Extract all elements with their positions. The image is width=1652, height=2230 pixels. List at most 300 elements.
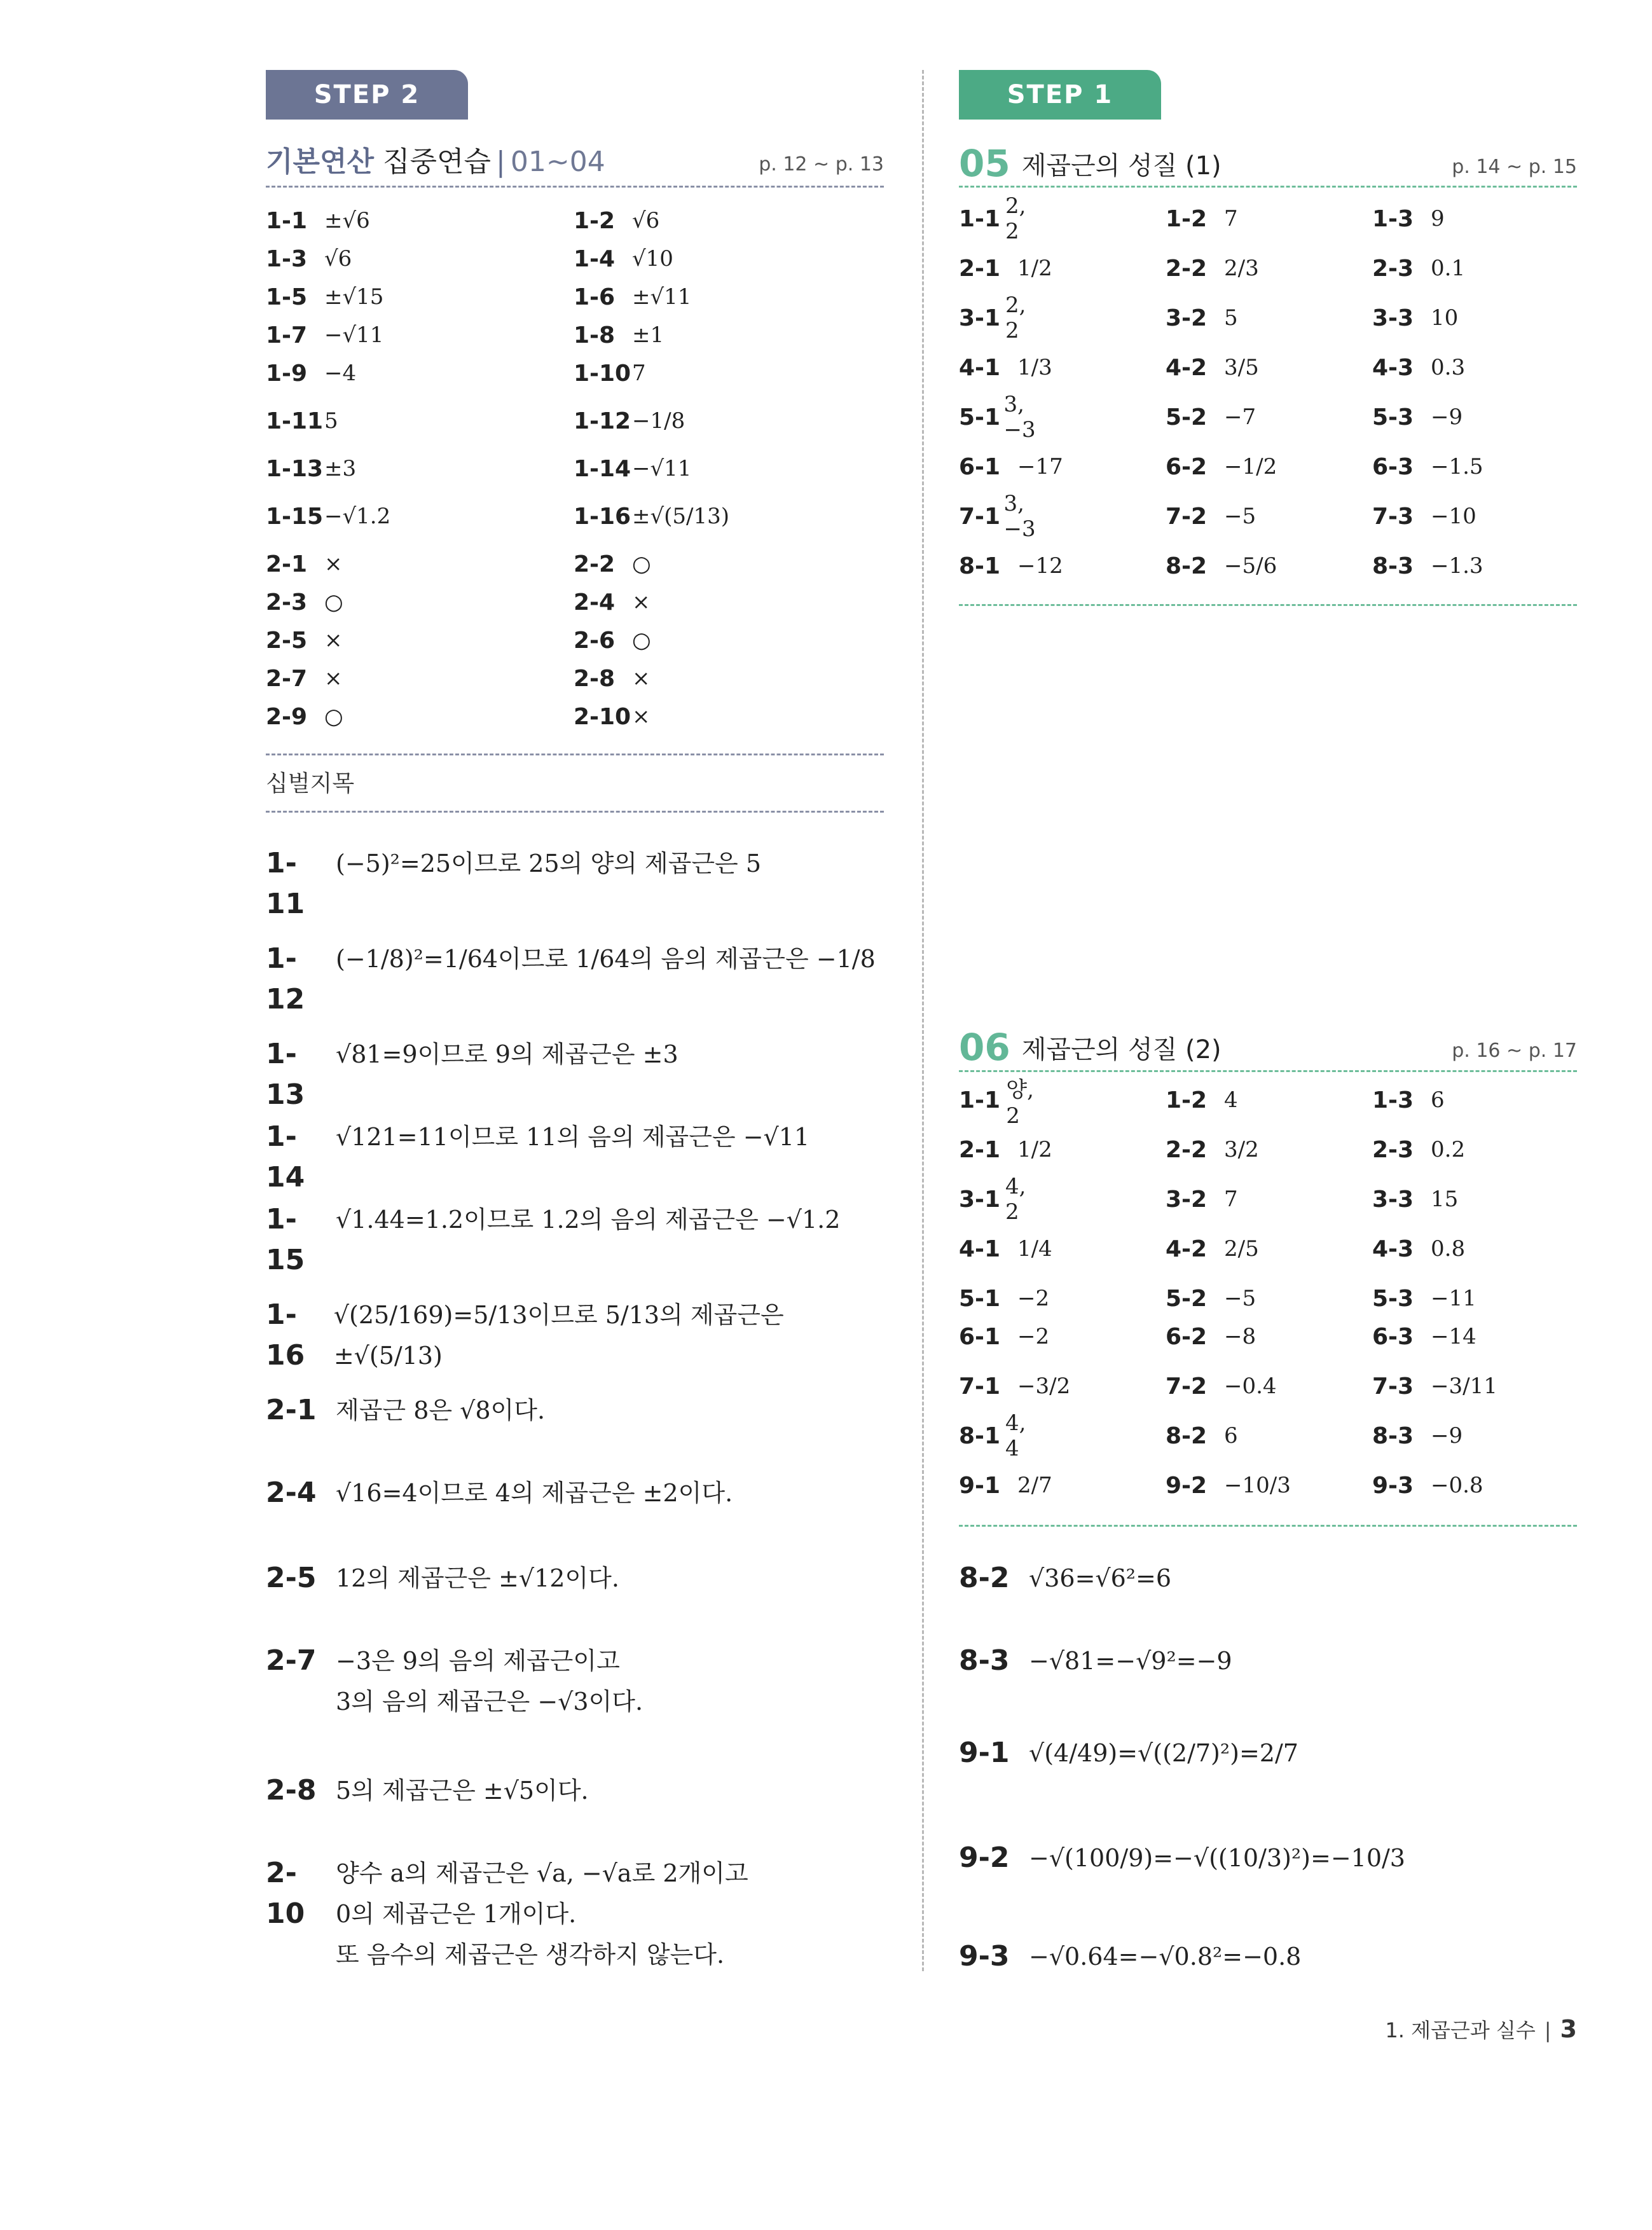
answer-label: 1-15 [266, 503, 324, 530]
answer-item [1166, 1465, 1291, 1506]
answer-label: 1-9 [266, 360, 308, 387]
answer-value: −9 [1431, 1423, 1463, 1449]
answer-item [266, 658, 343, 699]
answer-value: 5 [1224, 305, 1238, 331]
solution-label: 8-2 [959, 1562, 1010, 1594]
answer-item [1372, 1278, 1476, 1319]
answer-value: 6 [1431, 1087, 1445, 1113]
answer-item [266, 277, 383, 317]
answer-label: 3-2 [1166, 305, 1208, 331]
answer-value: 2/3 [1224, 256, 1259, 281]
answer-label: 1-16 [574, 503, 631, 530]
answer-value: 4 [1224, 1087, 1238, 1113]
solution-text: √(25/169)=5/13이므로 5/13의 제곱근은 ±√(5/13) [333, 1301, 784, 1370]
answer-value: 2, 2 [1005, 293, 1026, 343]
solution-text: −√(100/9)=−√((10/3)²)=−10/3 [1029, 1844, 1405, 1872]
answer-label: 9-2 [1166, 1472, 1208, 1499]
answer-item [1166, 1278, 1256, 1319]
answer-label: 6-2 [1166, 1323, 1208, 1350]
answer-value: 2/5 [1224, 1236, 1259, 1262]
answer-item [574, 315, 664, 355]
answer-value: × [324, 628, 343, 653]
answer-item [266, 200, 370, 241]
answer-value: ○ [324, 704, 343, 729]
answer-value: ○ [324, 589, 343, 615]
answer-value: √6 [632, 208, 660, 233]
answer-value: × [632, 589, 650, 615]
answer-value: 3/2 [1224, 1137, 1259, 1162]
footer-separator: | [1544, 2018, 1552, 2042]
answer-value: ±√15 [324, 284, 384, 310]
answer-item [959, 1366, 1070, 1407]
answer-label: 2-1 [266, 551, 308, 577]
answer-label: 7-2 [1166, 503, 1208, 530]
answer-label: 2-10 [574, 703, 631, 730]
answer-label: 2-5 [266, 627, 308, 654]
answer-item [959, 1278, 1049, 1319]
solution-item [959, 1641, 1232, 1681]
answer-label: 2-9 [266, 703, 308, 730]
answer-label: 5-1 [959, 404, 1001, 430]
solution-label: 1-16 [266, 1298, 305, 1372]
answer-label: 2-3 [1372, 255, 1414, 282]
tip-label: 십벌지목 [266, 771, 355, 797]
answer-value: −0.8 [1431, 1473, 1483, 1498]
answer-value: × [632, 666, 650, 691]
answer-label: 2-2 [1166, 1136, 1208, 1163]
divider-line [266, 754, 884, 755]
answer-label: 2-3 [1372, 1136, 1414, 1163]
answer-value: ±1 [632, 322, 664, 348]
answer-item [1166, 1179, 1238, 1220]
answer-value: 0.1 [1431, 256, 1466, 281]
answer-value: 0.3 [1431, 355, 1466, 380]
solution-item [959, 1936, 1301, 1977]
answer-label: 1-3 [266, 245, 308, 272]
answer-item [266, 696, 343, 737]
answer-item [959, 546, 1063, 586]
answer-item [959, 1465, 1052, 1506]
answer-value: × [632, 704, 650, 729]
answer-item [574, 620, 651, 661]
answer-item [1166, 1129, 1259, 1170]
answer-item [1166, 1316, 1256, 1357]
answer-label: 8-2 [1166, 1422, 1208, 1449]
answer-item [959, 293, 1038, 343]
answer-label: 2-1 [959, 255, 1001, 282]
answer-value: ○ [632, 551, 651, 577]
solution-label: 1-12 [266, 942, 305, 1015]
solution-label: 1-13 [266, 1038, 305, 1111]
answer-item [1166, 198, 1238, 239]
answer-value: 5 [324, 408, 338, 434]
answer-value: −10/3 [1224, 1473, 1291, 1498]
answer-item [1372, 496, 1476, 537]
answer-item [1372, 546, 1483, 586]
answer-item [959, 1316, 1049, 1357]
answer-item [959, 347, 1052, 388]
answer-value: −7 [1224, 404, 1256, 430]
answer-value: ±√11 [632, 284, 692, 310]
answer-label: 1-6 [574, 284, 616, 310]
solution-label: 2-10 [266, 1857, 305, 1930]
answer-item [266, 496, 390, 537]
answer-label: 8-2 [1166, 553, 1208, 579]
answer-value: −14 [1431, 1324, 1476, 1349]
answer-value: −3/2 [1017, 1373, 1071, 1399]
answer-value: 7 [1224, 206, 1238, 231]
answer-value: −9 [1431, 404, 1463, 430]
answer-item [1372, 1465, 1483, 1506]
answer-label: 1-7 [266, 322, 308, 348]
answer-label: 8-1 [959, 1422, 1001, 1449]
answer-label: 7-3 [1372, 503, 1414, 530]
answer-label: 4-3 [1372, 354, 1414, 381]
answer-value: −5 [1224, 504, 1256, 529]
solution-item [266, 1853, 748, 1975]
answer-item [574, 353, 646, 394]
divider-line [959, 1525, 1577, 1527]
solution-item [266, 1390, 545, 1431]
section-number: 05 [959, 142, 1010, 185]
answer-value: 2, 2 [1005, 193, 1026, 244]
solution-item [266, 843, 761, 925]
answer-label: 2-4 [574, 589, 616, 616]
answer-label: 2-1 [959, 1136, 1001, 1163]
answer-label: 1-3 [1372, 205, 1414, 232]
answer-item [959, 446, 1063, 487]
answer-item [1166, 397, 1256, 437]
answer-item [574, 544, 651, 584]
answer-value: −11 [1431, 1286, 1476, 1311]
solution-text: 5의 제곱근은 ±√5이다. [336, 1777, 589, 1805]
answer-item [574, 658, 650, 699]
answer-item [1372, 198, 1445, 239]
answer-label: 2-7 [266, 665, 308, 692]
answer-item [266, 544, 343, 584]
solution-label: 2-7 [266, 1644, 317, 1677]
answer-value: 1/2 [1017, 1137, 1052, 1162]
answer-item [574, 696, 650, 737]
answer-value: 1/4 [1017, 1236, 1052, 1262]
answer-value: 2/7 [1017, 1473, 1052, 1498]
answer-value: −10 [1431, 504, 1476, 529]
answer-value: 3/5 [1224, 355, 1259, 380]
answer-value: 0.2 [1431, 1137, 1466, 1162]
answer-value: −4 [324, 361, 357, 386]
answer-label: 6-1 [959, 453, 1001, 480]
answer-item [1166, 546, 1277, 586]
answer-label: 6-3 [1372, 453, 1414, 480]
solution-item [266, 1641, 643, 1722]
answer-item [1372, 1229, 1465, 1269]
answer-value: ○ [632, 628, 651, 653]
chapter-title: 1. 제곱근과 실수 [1385, 2018, 1536, 2042]
answer-item [959, 1229, 1052, 1269]
heading-main: 집중연습 [383, 146, 492, 178]
answer-item [1372, 1366, 1497, 1407]
solution-label: 2-4 [266, 1476, 317, 1509]
answer-item [1166, 248, 1259, 289]
page-range: p. 16 ~ p. 17 [1452, 1040, 1577, 1062]
answer-item [959, 491, 1049, 542]
answer-label: 1-1 [959, 1087, 1001, 1113]
answer-value: −1.3 [1431, 553, 1483, 579]
answer-label: 7-3 [1372, 1373, 1414, 1400]
solution-item [959, 1733, 1298, 1773]
solution-text: √36=√6²=6 [1029, 1564, 1172, 1592]
answer-item [1372, 446, 1483, 487]
answer-value: −17 [1017, 454, 1063, 479]
answer-label: 2-3 [266, 589, 308, 616]
answer-item [1372, 1179, 1458, 1220]
section-title: 제곱근의 성질 (2) [1021, 1035, 1222, 1064]
answer-label: 1-8 [574, 322, 616, 348]
answer-value: 10 [1431, 305, 1459, 331]
answer-item [266, 315, 383, 355]
answer-label: 8-3 [1372, 1422, 1414, 1449]
solution-text: √1.44=1.2이므로 1.2의 음의 제곱근은 −√1.2 [336, 1206, 841, 1234]
answer-value: −5 [1224, 1286, 1256, 1311]
answer-label: 6-3 [1372, 1323, 1414, 1350]
answer-value: −√11 [632, 456, 692, 481]
answer-label: 3-3 [1372, 305, 1414, 331]
solution-label: 9-2 [959, 1841, 1010, 1874]
solution-label: 8-3 [959, 1644, 1010, 1677]
answer-value: 7 [1224, 1187, 1238, 1212]
answer-item [959, 1174, 1038, 1225]
answer-value: 1/3 [1017, 355, 1052, 380]
solution-item [266, 1473, 733, 1513]
answer-item [266, 238, 352, 279]
answer-label: 5-2 [1166, 404, 1208, 430]
answer-label: 1-3 [1372, 1087, 1414, 1113]
answer-label: 9-1 [959, 1472, 1001, 1499]
solution-text: 제곱근 8은 √8이다. [336, 1396, 546, 1424]
answer-label: 1-4 [574, 245, 616, 272]
answer-value: −2 [1017, 1324, 1050, 1349]
answer-item [266, 620, 343, 661]
answer-label: 3-1 [959, 305, 1001, 331]
answer-item [1166, 1415, 1238, 1456]
answer-label: 2-8 [574, 665, 616, 692]
answer-value: 4, 4 [1005, 1410, 1026, 1461]
solution-text: (−5)²=25이므로 25의 양의 제곱근은 5 [336, 850, 762, 878]
answer-value: 4, 2 [1005, 1174, 1026, 1225]
answer-label: 8-1 [959, 553, 1001, 579]
step-badge: STEP 1 [959, 70, 1161, 120]
answer-label: 1-11 [266, 408, 324, 434]
answer-item [574, 238, 673, 279]
answer-label: 4-1 [959, 1235, 1001, 1262]
answer-value: ±√(5/13) [632, 504, 730, 529]
answer-value: ±3 [324, 456, 357, 481]
answer-label: 5-1 [959, 1285, 1001, 1312]
section-number: 06 [959, 1026, 1010, 1069]
answer-label: 9-3 [1372, 1472, 1414, 1499]
answer-label: 2-6 [574, 627, 616, 654]
answer-label: 4-2 [1166, 354, 1208, 381]
solution-label: 1-11 [266, 847, 305, 920]
answer-item [1372, 1129, 1465, 1170]
answer-value: −1.5 [1431, 454, 1483, 479]
solution-text: √(4/49)=√((2/7)²)=2/7 [1029, 1739, 1298, 1767]
page-footer [1385, 2014, 1577, 2044]
answer-item [1166, 496, 1256, 537]
answer-label: 7-2 [1166, 1373, 1208, 1400]
answer-value: −2 [1017, 1286, 1050, 1311]
solution-text: √121=11이므로 11의 음의 제곱근은 −√11 [336, 1123, 810, 1151]
answer-label: 3-1 [959, 1186, 1001, 1213]
answer-item [1166, 446, 1277, 487]
answer-label: 1-12 [574, 408, 631, 434]
answer-value: ±√6 [324, 208, 370, 233]
answer-label: 2-2 [1166, 255, 1208, 282]
answer-value: 7 [632, 361, 646, 386]
answer-label: 1-2 [1166, 1087, 1208, 1113]
answer-value: 0.8 [1431, 1236, 1466, 1262]
answer-label: 1-1 [266, 207, 308, 234]
answer-value: × [324, 666, 343, 691]
page-number: 3 [1560, 2015, 1577, 2043]
answer-item [1166, 298, 1238, 338]
answer-label: 7-1 [959, 503, 1001, 530]
answer-item [959, 392, 1049, 443]
solution-item [959, 1558, 1171, 1599]
divider-line [266, 811, 884, 813]
answer-label: 6-2 [1166, 453, 1208, 480]
answer-item [574, 277, 691, 317]
answer-value: −√1.2 [324, 504, 391, 529]
answer-label: 1-2 [1166, 205, 1208, 232]
solution-text: √16=4이므로 4의 제곱근은 ±2이다. [336, 1479, 733, 1507]
solution-text: √81=9이므로 9의 제곱근은 ±3 [336, 1040, 678, 1068]
answer-value: × [324, 551, 343, 577]
answer-label: 6-1 [959, 1323, 1001, 1350]
answer-value: 3, −3 [1003, 491, 1036, 542]
answer-value: √6 [324, 246, 352, 272]
answer-label: 3-2 [1166, 1186, 1208, 1213]
solution-text: −3은 9의 음의 제곱근이고 3의 음의 제곱근은 −√3이다. [336, 1647, 644, 1716]
section-header [266, 139, 884, 179]
answer-value: 15 [1431, 1187, 1459, 1212]
solution-label: 2-1 [266, 1394, 317, 1426]
answer-label: 5-3 [1372, 1285, 1414, 1312]
answer-label: 4-2 [1166, 1235, 1208, 1262]
solution-item [266, 1117, 809, 1198]
solution-text: (−1/8)²=1/64이므로 1/64의 음의 제곱근은 −1/8 [336, 945, 876, 973]
answer-label: 2-2 [574, 551, 616, 577]
page-range: p. 12 ~ p. 13 [759, 153, 884, 176]
answer-label: 7-1 [959, 1373, 1001, 1400]
answer-value: −1/8 [632, 408, 685, 434]
solution-label: 1-15 [266, 1203, 305, 1276]
answer-label: 5-3 [1372, 404, 1414, 430]
divider-line [959, 1070, 1577, 1072]
answer-value: −5/6 [1224, 553, 1277, 579]
page-range: p. 14 ~ p. 15 [1452, 156, 1577, 178]
answer-item [266, 401, 338, 441]
answer-item [574, 200, 659, 241]
answer-item [1372, 248, 1465, 289]
answer-label: 1-2 [574, 207, 616, 234]
answer-label: 3-3 [1372, 1186, 1414, 1213]
answer-item [1372, 1316, 1476, 1357]
solution-item [266, 1034, 678, 1115]
answer-item [266, 448, 356, 489]
solution-text: −√0.64=−√0.8²=−0.8 [1029, 1943, 1302, 1971]
solution-item [266, 1295, 884, 1376]
solution-item [266, 1770, 589, 1811]
solution-label: 2-8 [266, 1774, 317, 1807]
answer-value: −8 [1224, 1324, 1256, 1349]
answer-value: −1/2 [1224, 454, 1277, 479]
answer-label: 1-1 [959, 205, 1001, 232]
answer-label: 1-13 [266, 455, 324, 482]
answer-value: −12 [1017, 553, 1063, 579]
answer-item [1166, 347, 1259, 388]
answer-value: √10 [632, 246, 673, 272]
divider-line [266, 186, 884, 188]
answer-value: 6 [1224, 1423, 1238, 1449]
answer-value: 3, −3 [1003, 392, 1036, 443]
answer-label: 5-2 [1166, 1285, 1208, 1312]
answer-item [1166, 1229, 1259, 1269]
solution-label: 9-3 [959, 1940, 1010, 1972]
answer-label: 1-14 [574, 455, 631, 482]
answer-item [959, 193, 1038, 244]
answer-value: 양, 2 [1006, 1077, 1034, 1129]
column-divider [922, 70, 924, 1971]
answer-item [1372, 1415, 1463, 1456]
heading-accent: 기본연산 [266, 146, 375, 178]
answer-item [1166, 1366, 1277, 1407]
answer-value: 1/2 [1017, 256, 1052, 281]
solution-item [959, 1838, 1405, 1878]
solution-label: 9-1 [959, 1737, 1010, 1769]
solution-text: 12의 제곱근은 ±√12이다. [336, 1564, 619, 1592]
solution-label: 2-5 [266, 1562, 317, 1594]
answer-item [1372, 347, 1465, 388]
answer-label: 4-1 [959, 354, 1001, 381]
step-badge: STEP 2 [266, 70, 468, 120]
solution-text: 양수 a의 제곱근은 √a, −√a로 2개이고 0의 제곱근은 1개이다. 또 음수의 제곱근은 생각하지 않는다. [336, 1859, 748, 1969]
answer-item [959, 1077, 1045, 1129]
answer-item [574, 401, 685, 441]
answer-item [266, 582, 343, 623]
answer-value: −3/11 [1431, 1373, 1497, 1399]
answer-label: 8-3 [1372, 553, 1414, 579]
answer-item [959, 1410, 1038, 1461]
heading-bar: | [496, 146, 506, 178]
solution-item [266, 939, 876, 1020]
answer-value: −0.4 [1224, 1373, 1277, 1399]
answer-item [574, 582, 650, 623]
solution-label: 1-14 [266, 1120, 305, 1194]
answer-item [959, 248, 1052, 289]
answer-label: 1-10 [574, 360, 631, 387]
solution-item [266, 1558, 619, 1599]
answer-item [1372, 298, 1458, 338]
heading-range: 01~04 [510, 146, 605, 178]
answer-label: 1-5 [266, 284, 308, 310]
divider-line [959, 604, 1577, 606]
answer-item [574, 448, 691, 489]
answer-item [266, 353, 356, 394]
answer-label: 4-3 [1372, 1235, 1414, 1262]
answer-item [959, 1129, 1052, 1170]
answer-item [574, 496, 729, 537]
